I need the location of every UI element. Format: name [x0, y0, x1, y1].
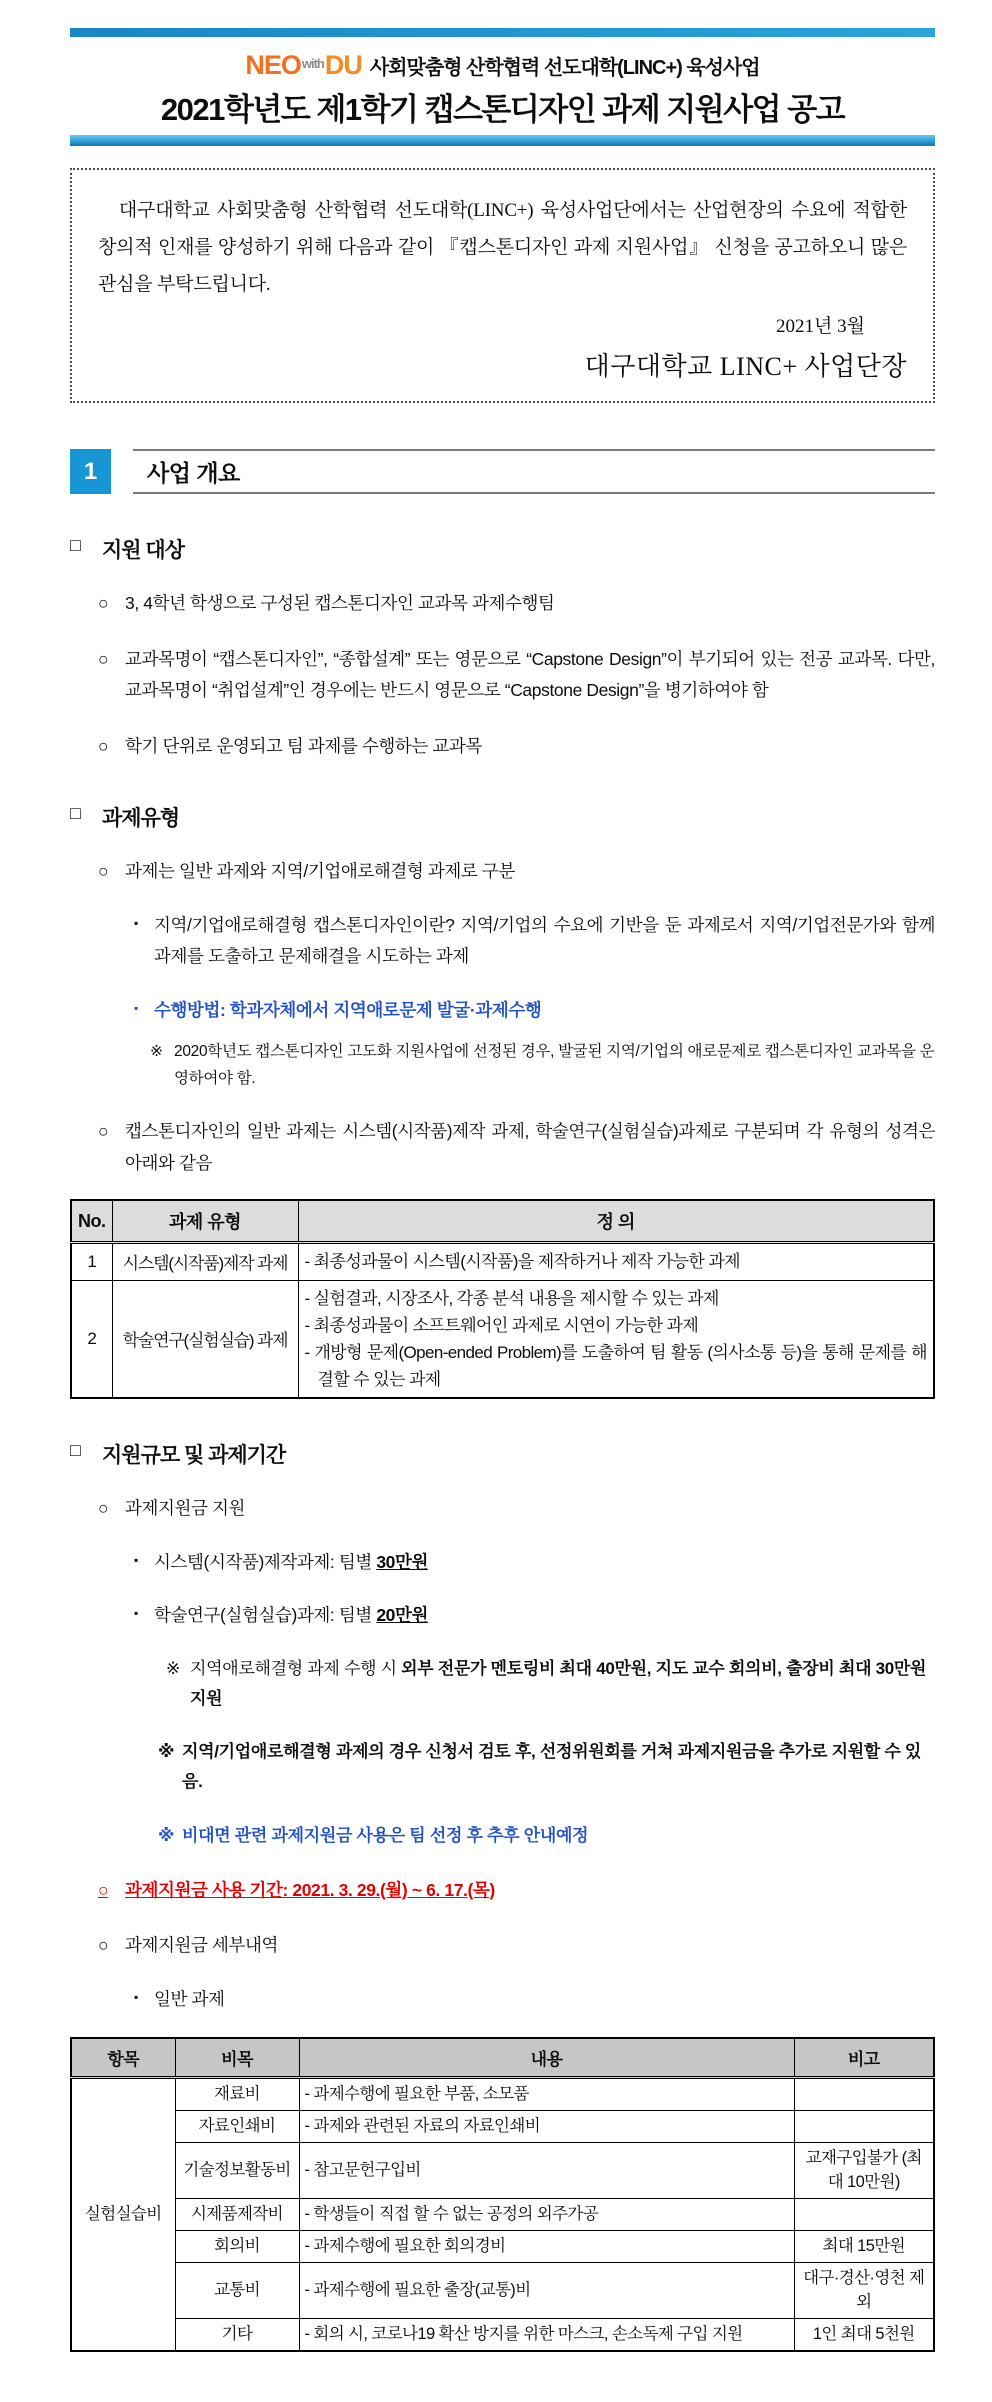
table-row [71, 2262, 934, 2319]
sub-list-item-text: 지역/기업애로해결형 캡스톤디자인이란? 지역/기업의 수요에 기반을 둔 과제로서 지역/기업전문가와 함께 과제를 도출하고 문제해결을 시도하는 과제 [154, 914, 935, 967]
cell-note [794, 2110, 934, 2142]
cell-item: 재료비 [175, 2078, 299, 2111]
amount-label: 시스템(시작품)제작과제: 팀별 [154, 1551, 377, 1572]
document-header [70, 50, 935, 81]
table-row [71, 1280, 934, 1398]
cell-type: 학술연구(실험실습) 과제 [112, 1280, 298, 1398]
task-type-table [70, 1199, 935, 1399]
reference-note-text: 비대면 관련 과제지원금 사용은 팀 선정 후 추후 안내예정 [182, 1825, 589, 1845]
cell-category: 실험실습비 [71, 2078, 175, 2351]
cell-item: 기타 [175, 2319, 299, 2351]
note-bold-part: 외부 전문가 멘토링비 최대 40만원, 지도 교수 회의비, 출장비 최대 30만원 지원 [190, 1658, 927, 1708]
logo-with-text: with [301, 55, 324, 71]
sub-list-item-method [134, 995, 935, 1027]
intro-box [70, 168, 935, 403]
cell-desc: - 참고문헌구입비 [299, 2142, 794, 2199]
cell-item: 교통비 [175, 2262, 299, 2319]
fund-period-line [98, 1875, 935, 1907]
circle-bullet-icon: ○ [98, 593, 109, 614]
amount-value: 30만원 [376, 1551, 428, 1572]
definition-line: - 개방형 문제(Open-ended Problem)를 도출하여 팀 활동 (의사소통 등)을 통해 문제를 해결할 수 있는 과제 [304, 1342, 927, 1390]
cell-note: 최대 15만원 [794, 2230, 934, 2262]
table-row [71, 2319, 934, 2351]
circle-bullet-icon: ○ [98, 861, 109, 882]
cell-type: 시스템(시작품)제작 과제 [112, 1243, 298, 1280]
intro-date: 2021년 3월 [776, 316, 865, 338]
reference-note [158, 1737, 935, 1797]
list-item [98, 588, 935, 620]
sub-list-item [134, 1547, 935, 1579]
cell-note: 대구·경산·영천 제외 [794, 2262, 934, 2319]
list-item [98, 1493, 935, 1525]
table-row [71, 2078, 934, 2111]
cell-item: 자료인쇄비 [175, 2110, 299, 2142]
cell-definition [298, 1280, 934, 1398]
reference-mark-icon: ※ [158, 1742, 175, 1762]
logo-neo-text: NEO [245, 50, 301, 80]
circle-bullet-icon: ○ [98, 735, 109, 756]
reference-note-text: 지역/기업애로해결형 과제의 경우 신청서 검토 후, 선정위원회를 거쳐 과제지원금을 추가로 지원할 수 있음. [182, 1742, 922, 1792]
title-underline-bar [70, 135, 935, 146]
heading-text: 지원규모 및 과제기간 [102, 1444, 286, 1468]
definition-line: - 최종성과물이 시스템(시작품)을 제작하거나 제작 가능한 과제 [304, 1252, 740, 1272]
sub-list-item-text [154, 1547, 935, 1579]
reference-mark-icon: ※ [166, 1658, 180, 1678]
fund-period-text: 과제지원금 사용 기간: 2021. 3. 29.(월) ~ 6. 17.(목) [125, 1879, 495, 1900]
small-square-bullet-icon: ▪ [134, 915, 138, 930]
heading-support-scale [70, 1439, 935, 1469]
program-name: 사회맞춤형 산학협력 선도대학(LINC+) 육성사업 [369, 57, 760, 79]
reference-note [166, 1654, 935, 1714]
circle-bullet-icon: ○ [98, 648, 109, 669]
cell-item: 시제품제작비 [175, 2199, 299, 2231]
list-item-text: 학기 단위로 운영되고 팀 과제를 수행하는 교과목 [125, 735, 482, 756]
cell-desc: - 과제수행에 필요한 부품, 소모품 [299, 2078, 794, 2111]
cell-item: 기술정보활동비 [175, 2142, 299, 2199]
section-number-badge: 1 [70, 449, 111, 494]
page-title: 2021학년도 제1학기 캡스톤디자인 과제 지원사업 공고 [160, 92, 845, 127]
list-item [98, 856, 935, 888]
sub-list-item [134, 1600, 935, 1632]
cell-desc: - 과제와 관련된 자료의 자료인쇄비 [299, 2110, 794, 2142]
section-title-rule [133, 449, 935, 494]
table-row [71, 2199, 934, 2231]
reference-note [150, 1038, 935, 1092]
column-header-remark: 비고 [794, 2038, 934, 2078]
reference-mark-icon: ※ [150, 1043, 163, 1061]
cell-note: 교재구입불가 (최대 10만원) [794, 2142, 934, 2199]
list-item [98, 1116, 935, 1179]
cell-desc: - 학생들이 직접 할 수 없는 공정의 외주가공 [299, 2199, 794, 2231]
small-square-bullet-icon: ▪ [134, 1552, 138, 1567]
column-header-no: No. [71, 1200, 112, 1243]
small-square-bullet-icon: ▪ [134, 1000, 138, 1015]
logo-du-text: DU [324, 50, 362, 80]
section-1-header [70, 449, 935, 494]
table-row [71, 2230, 934, 2262]
amount-label: 학술연구(실험실습)과제: 팀별 [154, 1605, 377, 1626]
small-square-bullet-icon: ▪ [134, 1989, 138, 2004]
amount-value: 20만원 [376, 1605, 428, 1626]
list-item-text: 과제는 일반 과제와 지역/기업애로해결형 과제로 구분 [125, 861, 515, 882]
table-header-row [71, 1200, 934, 1243]
column-header-definition: 정 의 [298, 1200, 934, 1243]
cell-note [794, 2078, 934, 2111]
cell-item: 회의비 [175, 2230, 299, 2262]
heading-text: 과제유형 [102, 807, 180, 831]
column-header-item: 비목 [175, 2038, 299, 2078]
cell-definition [298, 1243, 934, 1280]
square-bullet-icon: □ [70, 1440, 80, 1461]
section-title: 사업 개요 [147, 460, 240, 487]
reference-note-text [190, 1654, 935, 1714]
table-row [71, 1243, 934, 1280]
heading-text: 지원 대상 [102, 539, 184, 563]
list-item [98, 644, 935, 707]
list-item-text: 과제지원금 세부내역 [125, 1935, 279, 1956]
cell-no: 2 [71, 1280, 112, 1398]
list-item-text: 3, 4학년 학생으로 구성된 캡스톤디자인 교과목 과제수행팀 [125, 593, 555, 614]
method-highlight-text: 수행방법: 학과자체에서 지역애로문제 발굴·과제수행 [154, 999, 542, 1020]
cell-desc: - 과제수행에 필요한 출장(교통)비 [299, 2262, 794, 2319]
top-accent-bar [70, 28, 935, 37]
list-item-text: 과제지원금 지원 [125, 1498, 245, 1519]
cell-note [794, 2199, 934, 2231]
table-row [71, 2110, 934, 2142]
list-item-text: 교과목명이 “캡스톤디자인”, “종합설계” 또는 영문으로 “Capstone Design”이 부기되어 있는 전공 교과목. 다만, 교과목명이 “취업설계”인 경우에는 반드시 영문으로 “Capstone Design”을 병기하여야 함 [125, 648, 935, 701]
reference-mark-icon: ※ [158, 1825, 175, 1845]
intro-signature: 대구대학교 LINC+ 사업단장 [584, 352, 907, 382]
intro-paragraph: 대구대학교 사회맞춤형 산학협력 선도대학(LINC+) 육성사업단에서는 산업현장의 수요에 적합한 창의적 인재를 양성하기 위해 다음과 같이 『캡스톤디자인 과제 지원사업』 신청을 공고하오니 많은 관심을 부탁드립니다. [98, 200, 907, 296]
column-header-type: 과제 유형 [112, 1200, 298, 1243]
column-header-content: 내용 [299, 2038, 794, 2078]
circle-bullet-icon: ○ [98, 1121, 109, 1142]
list-item [98, 731, 935, 763]
table-row [71, 2142, 934, 2199]
sub-list-item-text: 일반 과제 [154, 1988, 225, 2009]
cell-desc: - 회의 시, 코로나19 확산 방지를 위한 마스크, 손소독제 구입 지원 [299, 2319, 794, 2351]
cell-desc: - 과제수행에 필요한 회의경비 [299, 2230, 794, 2262]
small-square-bullet-icon: ▪ [134, 1606, 138, 1621]
sub-list-item [134, 1984, 935, 2016]
note-normal-part: 지역애로해결형 과제 수행 시 [190, 1658, 402, 1678]
cell-no: 1 [71, 1243, 112, 1280]
definition-line: - 최종성과물이 소프트웨어인 과제로 시연이 가능한 과제 [304, 1315, 699, 1335]
square-bullet-icon: □ [70, 535, 80, 556]
sub-list-item-text [154, 1600, 935, 1632]
heading-support-target [70, 534, 935, 564]
list-item [98, 1930, 935, 1962]
column-header-category: 항목 [71, 2038, 175, 2078]
circle-bullet-icon: ○ [98, 1935, 109, 1956]
circle-bullet-icon: ○ [98, 1879, 109, 1900]
circle-bullet-icon: ○ [98, 1498, 109, 1519]
budget-detail-table [70, 2037, 935, 2352]
square-bullet-icon: □ [70, 803, 80, 824]
definition-line: - 실험결과, 시장조사, 각종 분석 내용을 제시할 수 있는 과제 [304, 1288, 719, 1308]
reference-note-blue [158, 1821, 935, 1851]
reference-note-text: 2020학년도 캡스톤디자인 고도화 지원사업에 선정된 경우, 발굴된 지역/기업의 애로문제로 캡스톤디자인 교과목을 운영하여야 함. [174, 1043, 935, 1088]
heading-task-type [70, 802, 935, 832]
sub-list-item [134, 910, 935, 973]
list-item-text: 캡스톤디자인의 일반 과제는 시스템(시작품)제작 과제, 학술연구(실험실습)과제로 구분되며 각 유형의 성격은 아래와 같음 [125, 1121, 935, 1173]
table-header-row [71, 2038, 934, 2078]
cell-note: 1인 최대 5천원 [794, 2319, 934, 2351]
neo-with-du-logo [245, 50, 362, 80]
